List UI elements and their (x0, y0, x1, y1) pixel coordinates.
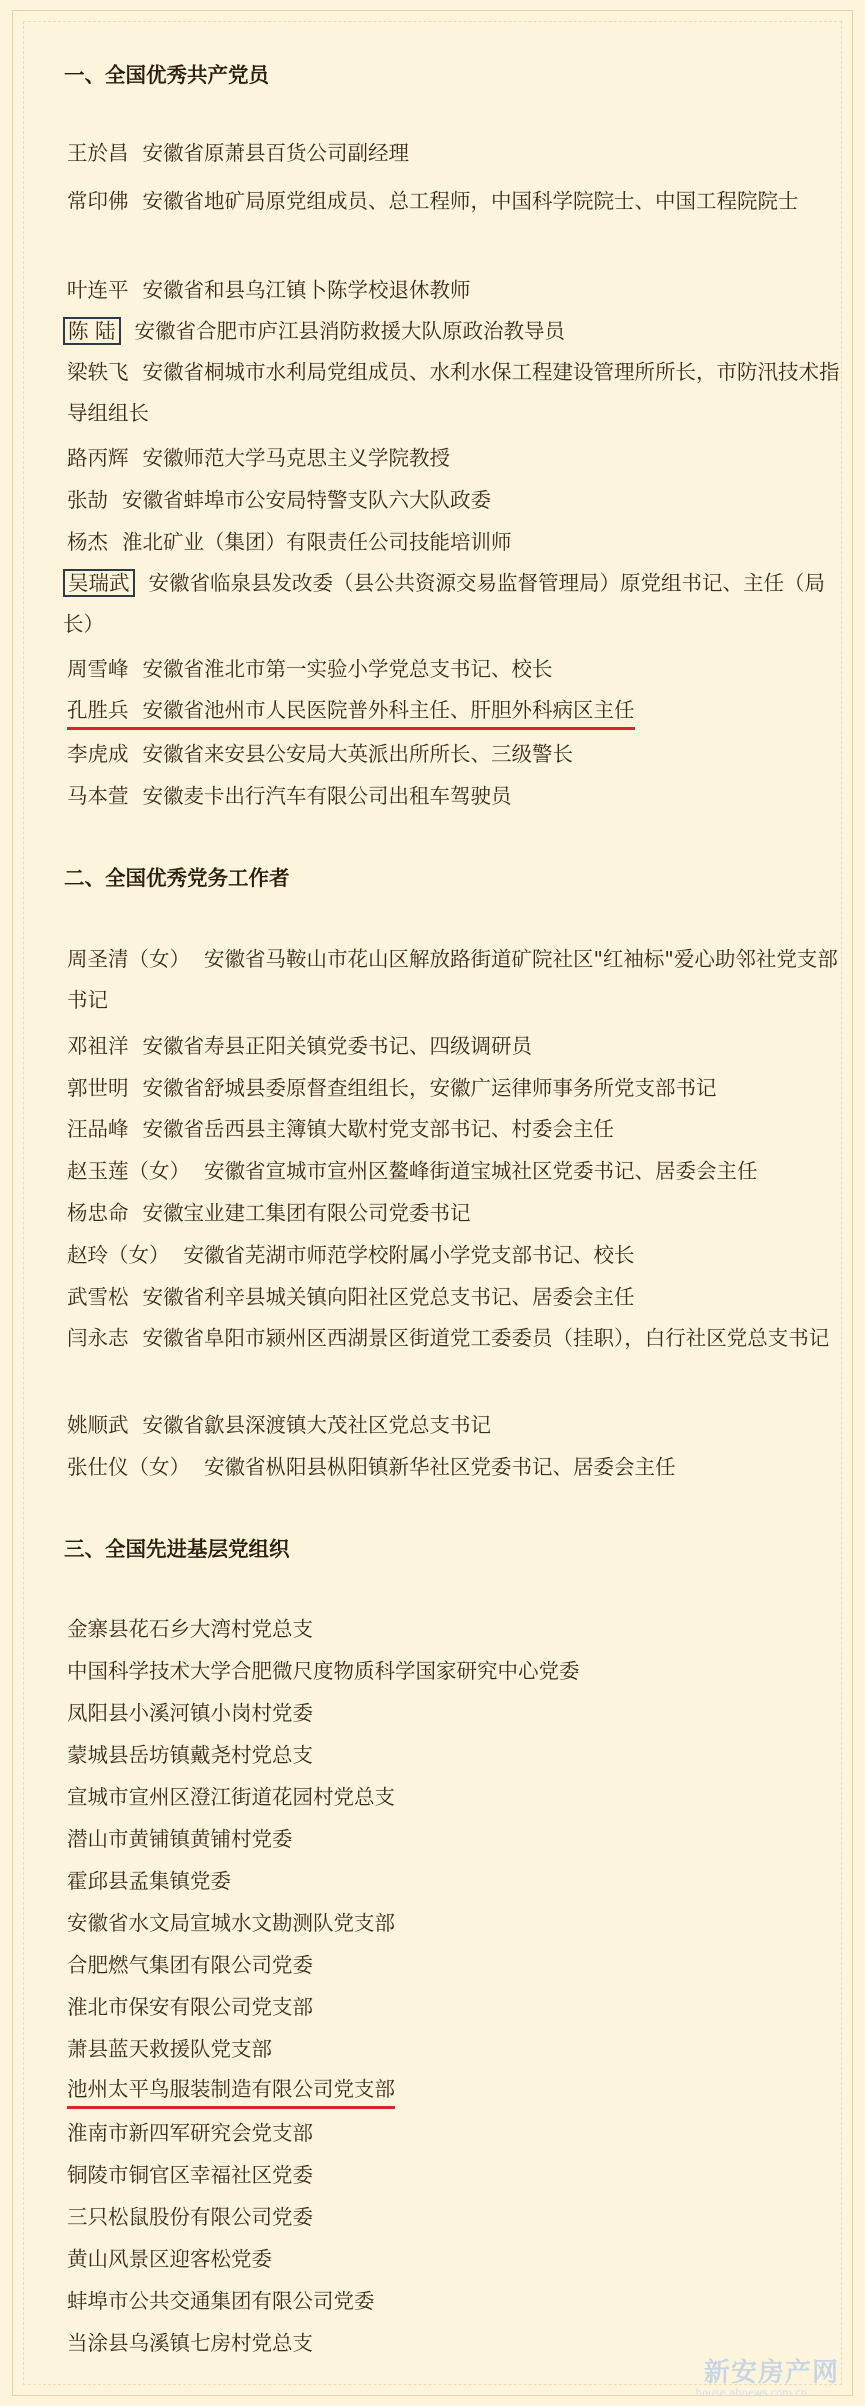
person-name: 武雪松 (67, 1285, 129, 1309)
person-desc: 安徽省桐城市水利局党组成员、水利水保工程建设管理所所长，市防汛技术指导组组长 (67, 360, 840, 425)
person-name: 杨忠命 (67, 1201, 129, 1225)
org-item: 安徽省水文局宣城水文勘测队党支部 (67, 1911, 395, 1935)
person-desc: 安徽麦卡出行汽车有限公司出租车驾驶员 (142, 784, 512, 808)
person-name: 张劼 (67, 488, 108, 512)
org-item: 霍邱县孟集镇党委 (67, 1869, 231, 1893)
section-title-3: 三、全国先进基层党组织 (64, 1537, 290, 1561)
list-item (67, 939, 842, 1021)
list-item (67, 1198, 471, 1228)
list-item (67, 654, 553, 684)
list-item (63, 316, 565, 346)
list-item (67, 1114, 614, 1144)
person-name-boxed: 吴瑞武 (63, 569, 135, 597)
person-desc: 安徽省临泉县发改委（县公共资源交易监督管理局）原党组书记、主任（局长） (63, 571, 825, 636)
list-item (67, 275, 471, 305)
person-name: 杨杰 (67, 530, 108, 554)
list-item (67, 1452, 676, 1482)
person-name: 赵玉莲（女） (67, 1159, 190, 1183)
person-desc: 安徽省和县乌江镇卜陈学校退休教师 (142, 278, 471, 302)
person-desc: 安徽师范大学马克思主义学院教授 (142, 446, 450, 470)
person-desc: 安徽省岳西县主簿镇大歇村党支部书记、村委会主任 (142, 1117, 614, 1141)
org-item-highlighted: 池州太平鸟服装制造有限公司党支部 (67, 2074, 395, 2109)
person-desc: 安徽省合肥市庐江县消防救援大队原政治教导员 (134, 319, 566, 343)
person-name: 马本萱 (67, 784, 129, 808)
person-desc: 安徽省淮北市第一实验小学党总支书记、校长 (142, 657, 553, 681)
list-item (67, 485, 491, 515)
person-name: 赵玲（女） (67, 1243, 170, 1267)
person-desc: 淮北矿业（集团）有限责任公司技能培训师 (122, 530, 512, 554)
person-desc: 安徽宝业建工集团有限公司党委书记 (142, 1201, 471, 1225)
org-item: 蚌埠市公共交通集团有限公司党委 (67, 2289, 375, 2313)
person-desc: 安徽省阜阳市颍州区西湖景区街道党工委委员（挂职），白行社区党总支书记 (142, 1326, 830, 1350)
person-desc: 安徽省芜湖市师范学校附属小学党支部书记、校长 (183, 1243, 635, 1267)
org-item: 黄山风景区迎客松党委 (67, 2247, 272, 2271)
person-name: 邓祖洋 (67, 1034, 129, 1058)
person-name: 路丙辉 (67, 446, 129, 470)
list-item (67, 443, 450, 473)
person-name: 汪品峰 (67, 1117, 129, 1141)
list-item (67, 1156, 758, 1186)
person-name: 常印佛 (67, 189, 129, 213)
person-name: 张仕仪（女） (67, 1455, 190, 1479)
list-item (67, 781, 512, 811)
person-desc: 安徽省宣城市宣州区鳌峰街道宝城社区党委书记、居委会主任 (204, 1159, 758, 1183)
list-item (67, 739, 573, 769)
list-item (67, 527, 512, 557)
org-item: 萧县蓝天救援队党支部 (67, 2037, 272, 2061)
org-item: 当涂县乌溪镇七房村党总支 (67, 2331, 313, 2355)
person-desc: 安徽省原萧县百货公司副经理 (142, 141, 409, 165)
list-item (67, 1282, 635, 1312)
person-name: 王於昌 (67, 141, 129, 165)
person-name: 周圣清（女） (67, 947, 190, 971)
list-item (67, 181, 842, 222)
list-item (67, 1031, 532, 1061)
watermark-sub: house.ahnews.com.cn (695, 2388, 807, 2399)
org-item: 金寨县花石乡大湾村党总支 (67, 1617, 313, 1641)
list-item (67, 1073, 717, 1103)
section-title-1: 一、全国优秀共产党员 (64, 63, 269, 87)
list-item (67, 138, 409, 168)
person-desc: 安徽省利辛县城关镇向阳社区党总支书记、居委会主任 (142, 1285, 635, 1309)
person-desc: 安徽省来安县公安局大英派出所所长、三级警长 (142, 742, 573, 766)
org-item: 淮南市新四军研究会党支部 (67, 2121, 313, 2145)
org-item: 铜陵市铜官区幸福社区党委 (67, 2163, 313, 2187)
org-item: 凤阳县小溪河镇小岗村党委 (67, 1701, 313, 1725)
org-item: 潜山市黄铺镇黄铺村党委 (67, 1827, 293, 1851)
person-name: 周雪峰 (67, 657, 129, 681)
org-item: 淮北市保安有限公司党支部 (67, 1995, 313, 2019)
list-item-highlighted (67, 695, 635, 730)
list-item (67, 352, 842, 434)
person-name: 梁轶飞 (67, 360, 129, 384)
person-name: 叶连平 (67, 278, 129, 302)
list-item (67, 1240, 635, 1270)
org-item: 合肥燃气集团有限公司党委 (67, 1953, 313, 1977)
person-name: 孔胜兵 (67, 698, 129, 722)
person-name: 郭世明 (67, 1076, 129, 1100)
person-name: 李虎成 (67, 742, 129, 766)
person-name: 姚顺武 (67, 1413, 129, 1437)
org-item: 蒙城县岳坊镇戴尧村党总支 (67, 1743, 313, 1767)
list-item (67, 1318, 842, 1359)
person-desc: 安徽省歙县深渡镇大茂社区党总支书记 (142, 1413, 491, 1437)
person-desc: 安徽省枞阳县枞阳镇新华社区党委书记、居委会主任 (204, 1455, 676, 1479)
person-desc: 安徽省马鞍山市花山区解放路街道矿院社区"红袖标"爱心助邻社党支部书记 (67, 947, 838, 1012)
person-desc: 安徽省池州市人民医院普外科主任、肝胆外科病区主任 (142, 698, 635, 722)
org-item: 中国科学技术大学合肥微尺度物质科学国家研究中心党委 (67, 1659, 580, 1683)
person-name-boxed: 陈 陆 (63, 317, 121, 345)
person-desc: 安徽省舒城县委原督查组组长，安徽广运律师事务所党支部书记 (142, 1076, 717, 1100)
person-name: 闫永志 (67, 1326, 129, 1350)
person-desc: 安徽省地矿局原党组成员、总工程师，中国科学院院士、中国工程院院士 (142, 189, 799, 213)
org-item: 三只松鼠股份有限公司党委 (67, 2205, 313, 2229)
list-item (63, 563, 838, 645)
list-item (67, 1410, 491, 1440)
section-title-2: 二、全国优秀党务工作者 (64, 866, 290, 890)
watermark-text: 新安房产网 (703, 2358, 839, 2388)
org-item: 宣城市宣州区澄江街道花园村党总支 (67, 1785, 395, 1809)
person-desc: 安徽省寿县正阳关镇党委书记、四级调研员 (142, 1034, 532, 1058)
person-desc: 安徽省蚌埠市公安局特警支队六大队政委 (122, 488, 491, 512)
